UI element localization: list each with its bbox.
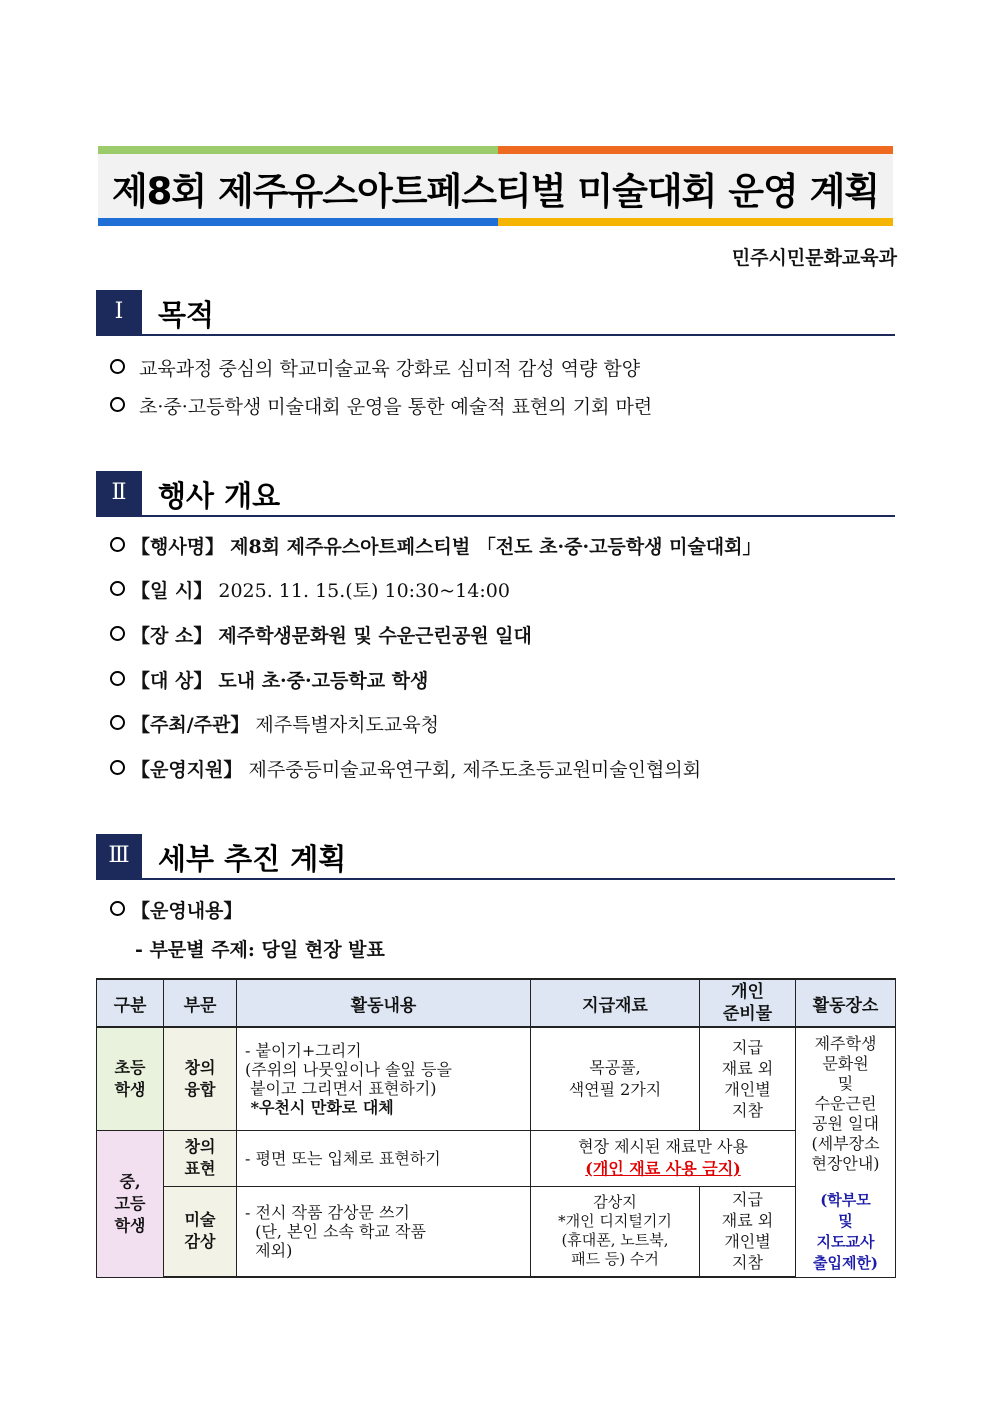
part-art-appreciation: 미술 감상 — [164, 1186, 237, 1277]
section-number: Ⅱ — [96, 471, 142, 515]
section-title: 목적 — [158, 298, 215, 332]
circle-bullet-icon — [110, 715, 125, 730]
category-middle-high: 중, 고등 학생 — [97, 1130, 164, 1277]
part-creative-expression: 창의 표현 — [164, 1130, 237, 1186]
header-part: 부문 — [164, 979, 237, 1027]
section-number: Ⅲ — [96, 834, 142, 878]
personal-appreciation: 지급 재료 외 개인별 지참 — [700, 1186, 796, 1277]
circle-bullet-icon — [110, 760, 125, 775]
category-elementary: 초등 학생 — [97, 1027, 164, 1130]
overview-target: 【대 상】 도내 초·중·고등학교 학생 — [110, 666, 428, 693]
materials-expression: 현장 제시된 재료만 사용 (개인 재료 사용 금지) — [531, 1130, 796, 1186]
place-cell — [796, 1027, 896, 1277]
section-title: 세부 추진 계획 — [158, 842, 347, 876]
circle-bullet-icon — [110, 537, 125, 552]
purpose-item: 초·중·고등학생 미술대회 운영을 통한 예술적 표현의 기회 마련 — [110, 392, 652, 419]
circle-bullet-icon — [110, 581, 125, 596]
materials-elementary: 목공풀, 색연필 2가지 — [531, 1027, 700, 1130]
place-note: (학부모 및 지도교사 출입제한) — [812, 1191, 879, 1272]
circle-bullet-icon — [110, 901, 125, 916]
personal-elementary: 지급 재료 외 개인별 지참 — [700, 1027, 796, 1130]
place-text: 제주학생 문화원 및 수운근린 공원 일대 (세부장소 현장안내) — [811, 1034, 880, 1173]
header-activity: 활동내용 — [237, 979, 531, 1027]
overview-event-name: 【행사명】 제8회 제주유스아트페스티벌 「전도 초·중·고등학생 미술대회」 — [110, 532, 762, 559]
materials-appreciation: 감상지 *개인 디지털기기 (휴대폰, 노트북, 패드 등) 수거 — [531, 1186, 700, 1277]
warning-text: (개인 재료 사용 금지) — [585, 1159, 741, 1178]
detail-sub: - 부문별 주제: 당일 현장 발표 — [135, 939, 385, 961]
overview-place: 【장 소】 제주학생문화원 및 수운근린공원 일대 — [110, 621, 532, 648]
activity-expression: - 평면 또는 입체로 표현하기 — [237, 1130, 531, 1186]
header-materials: 지급재료 — [531, 979, 700, 1027]
circle-bullet-icon — [110, 397, 125, 412]
header-personal: 개인 준비물 — [700, 979, 796, 1027]
department-label: 민주시민문화교육과 — [731, 247, 897, 269]
table-header-row — [97, 979, 896, 1027]
document-title: 제8회 제주유스아트페스티벌 미술대회 운영 계획 — [111, 170, 880, 213]
plan-table — [96, 978, 896, 1278]
circle-bullet-icon — [110, 359, 125, 374]
circle-bullet-icon — [110, 671, 125, 686]
section-number: Ⅰ — [96, 290, 142, 334]
header-place: 활동장소 — [796, 979, 896, 1027]
activity-elementary: - 붙이기+그리기 (주위의 나뭇잎이나 솔잎 등을 붙이고 그리면서 표현하기) *우천시 만화로 대체 — [237, 1027, 531, 1130]
section-title: 행사 개요 — [158, 479, 281, 513]
banner-bar-yellow — [498, 218, 893, 226]
section-header-detail — [96, 834, 895, 880]
detail-label: 【운영내용】 — [110, 896, 242, 923]
header-category: 구분 — [97, 979, 164, 1027]
activity-appreciation: - 전시 작품 감상문 쓰기 (단, 본인 소속 학교 작품 제외) — [237, 1186, 531, 1277]
title-banner — [98, 146, 893, 226]
overview-date: 【일 시】 2025. 11. 15.(토) 10:30~14:00 — [110, 576, 510, 603]
banner-bar-orange — [498, 146, 893, 154]
banner-bar-blue — [98, 218, 498, 226]
purpose-item: 교육과정 중심의 학교미술교육 강화로 심미적 감성 역량 함양 — [110, 354, 640, 381]
banner-bar-green — [98, 146, 498, 154]
section-header-purpose — [96, 290, 895, 336]
overview-support: 【운영지원】 제주중등미술교육연구회, 제주도초등교원미술인협의회 — [110, 755, 701, 782]
table-row — [97, 1130, 896, 1186]
part-creative-fusion: 창의 융합 — [164, 1027, 237, 1130]
overview-host: 【주최/주관】 제주특별자치도교육청 — [110, 710, 439, 737]
circle-bullet-icon — [110, 626, 125, 641]
table-row — [97, 1186, 896, 1277]
section-header-overview — [96, 471, 895, 517]
table-row — [97, 1027, 896, 1130]
